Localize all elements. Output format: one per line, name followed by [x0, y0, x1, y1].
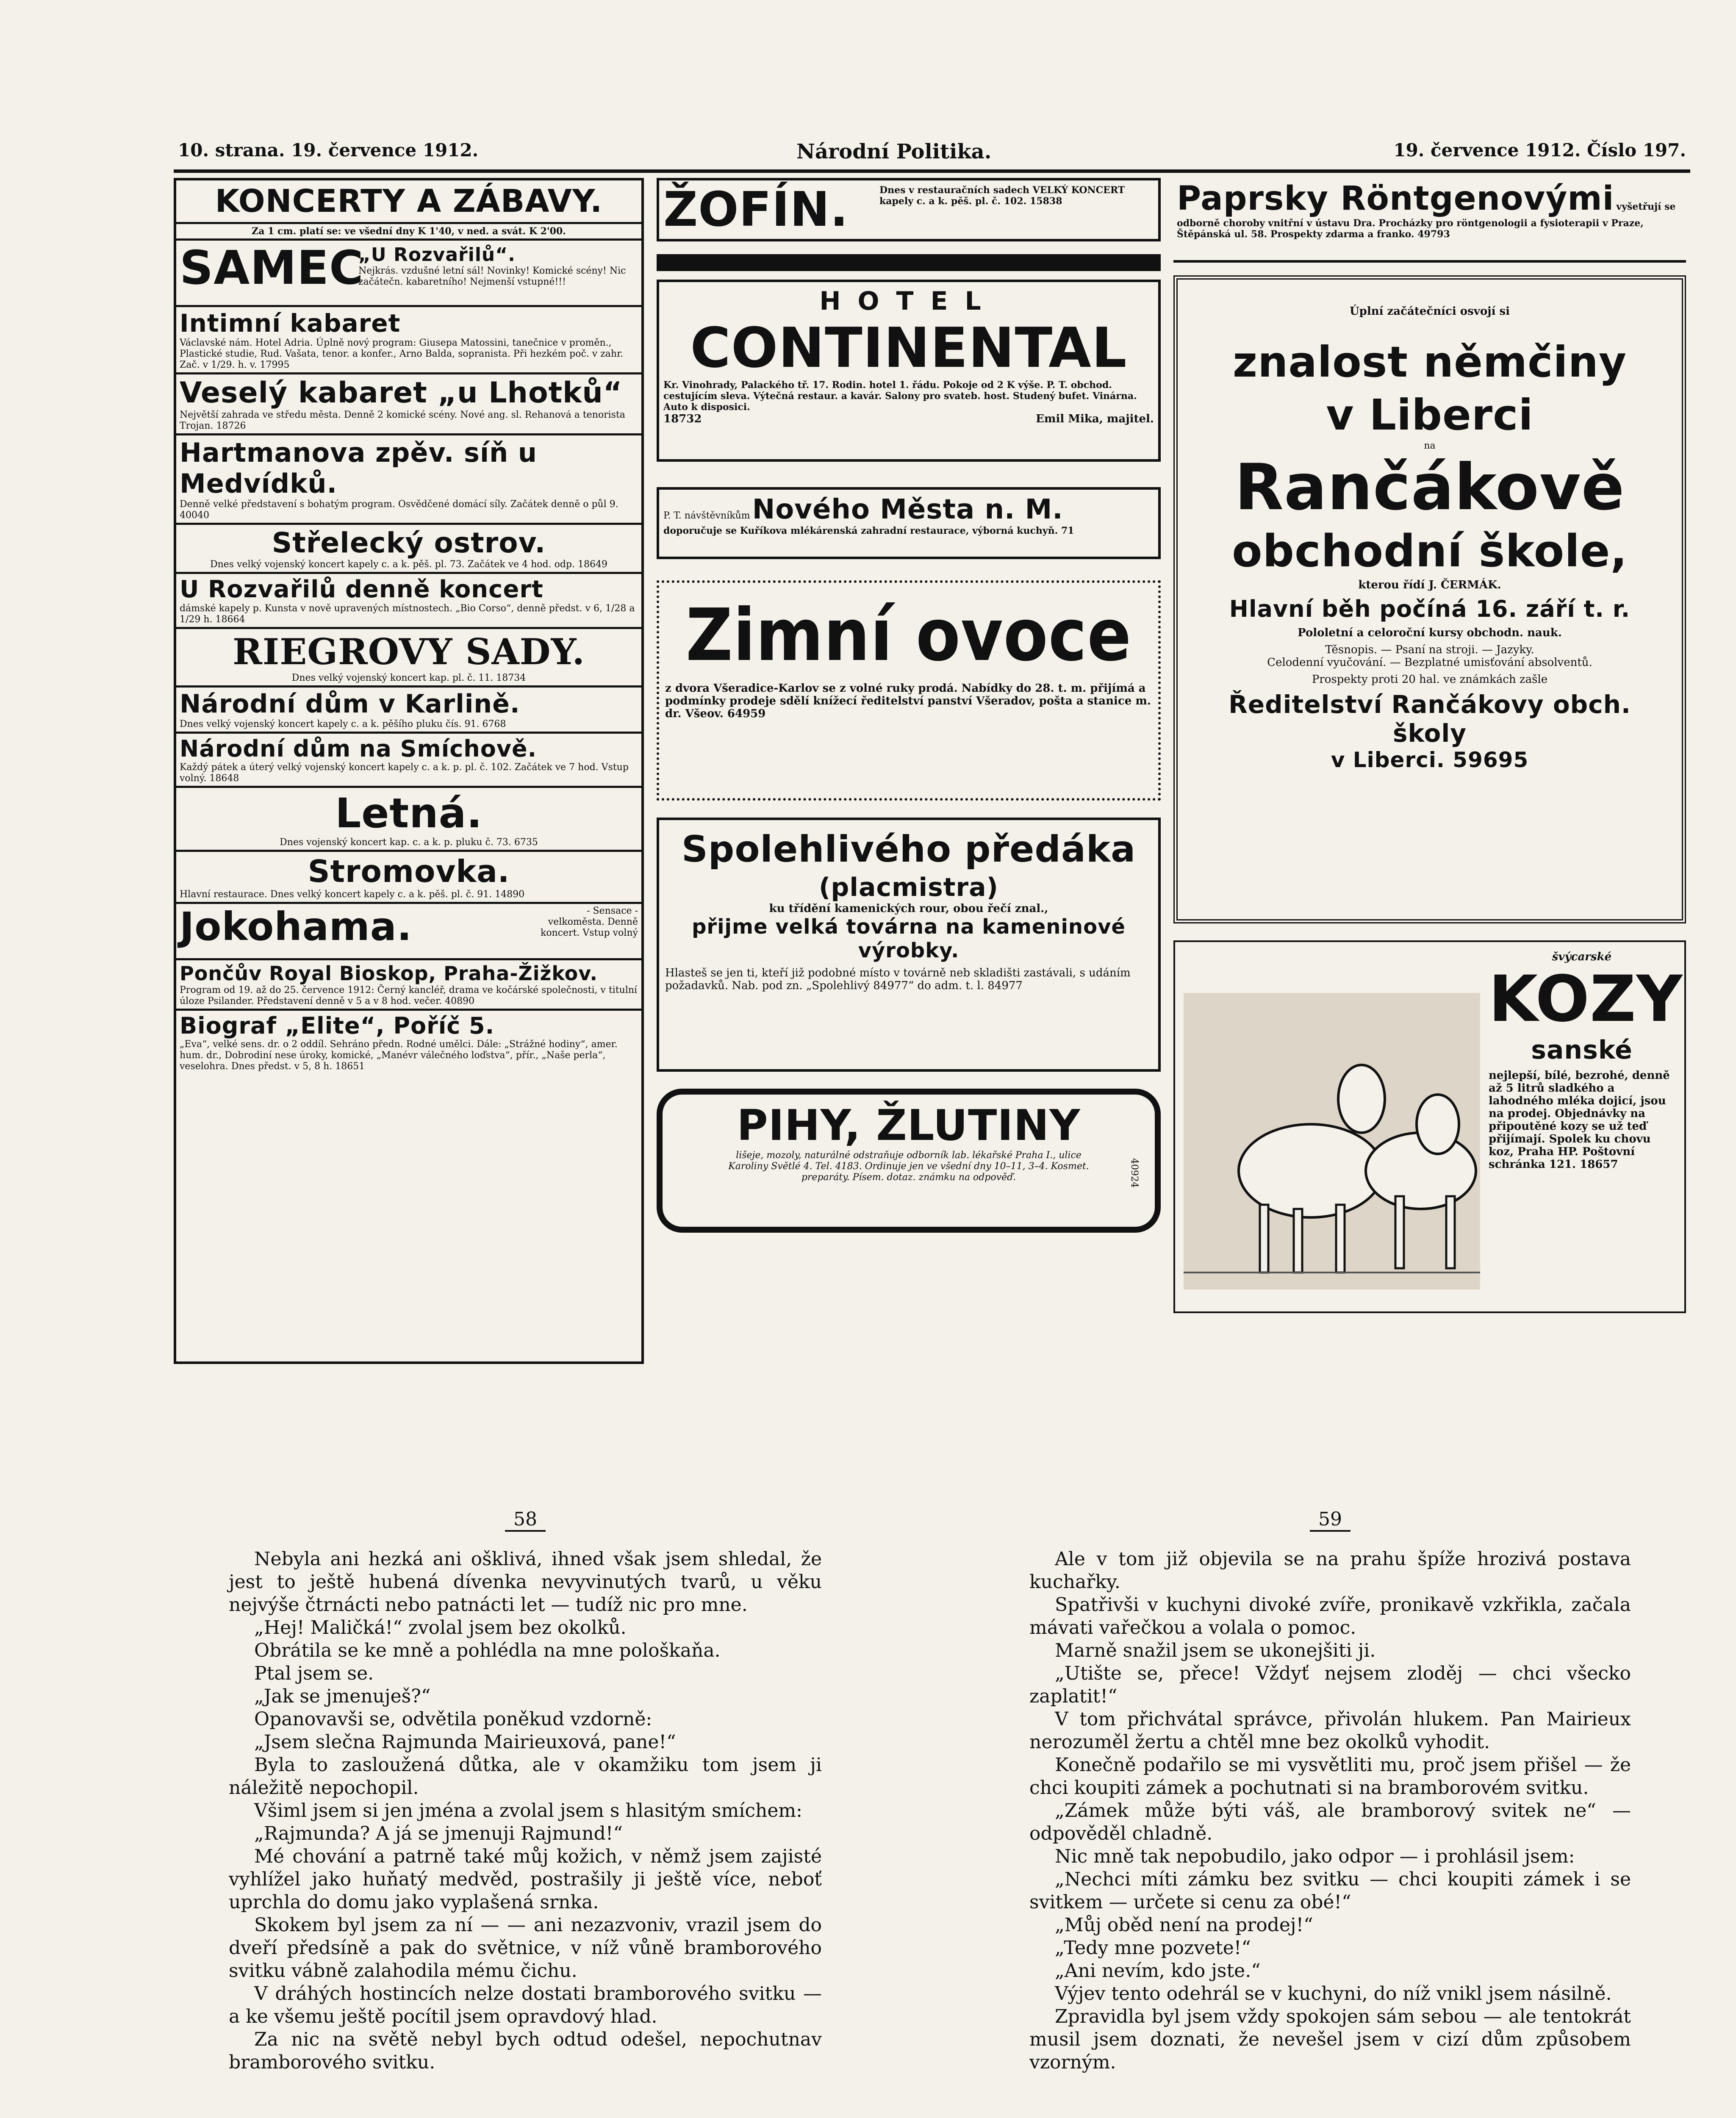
- kozy-sub: sanské: [1531, 1035, 1633, 1065]
- divider-bar: [657, 254, 1161, 271]
- paragraph: „Nechci míti zámku bez svitku — chci koupiti zámek i se svitkem — určete si cenu za obé!“: [1029, 1868, 1631, 1913]
- celodenni: Celodenní vyučování. — Bezplatné umisťování absolventů.: [1267, 656, 1592, 669]
- hotel-text: Kr. Vinohrady, Palackého tř. 17. Rodin. hotel 1. řádu. Pokoje od 2 K výše. P. T. obchod. cestujícím sleva. Výtečná restaur. a kavár. Salony pro svateb. host. Studený bufet. Vinárna. Auto k disposici.: [663, 380, 1137, 413]
- letna-title: Letná.: [335, 790, 483, 837]
- paragraph: V tom přichvátal správce, přivolán hlukem. Pan Mairieux nerozuměl žertu a chtěl mne bez okolků vyhodit.: [1029, 1708, 1631, 1753]
- paragraph: „Tedy mne pozvete!“: [1055, 1937, 1251, 1959]
- jokohama-title: Jokohama.: [180, 904, 412, 949]
- page-header: [178, 140, 1686, 165]
- ad-hotel-continental: [657, 280, 1161, 462]
- zofin-text: Dnes v restauračních sadech VELKÝ KONCERT kapely c. a k. pěš. pl. č. 102. 15838: [879, 185, 1125, 207]
- paragraph: Nebyla ani hezká ani ošklivá, ihned však jsem shledal, že jest to ještě hubená dívenka nevyvinutých tvarů, u věku nejvýše čtrnácti nebo patnácti let — tudíž nic pro mne.: [229, 1548, 822, 1616]
- book-text-right: [1029, 1548, 1631, 2074]
- smichov-title: Národní dům na Smíchově.: [180, 735, 537, 762]
- reditelstvi: Ředitelství Rančákovy obch. školy: [1229, 690, 1631, 748]
- hotel-owner: Emil Mika, majitel.: [1036, 413, 1154, 425]
- riegrovy-text: Dnes velký vojenský koncert kap. pl. č. 11. 18734: [291, 673, 526, 683]
- strelecky-title: Střelecký ostrov.: [272, 527, 546, 559]
- rancak1: Rančákově: [1234, 451, 1625, 524]
- ad-hartman: [176, 435, 641, 525]
- ad-rancak-school: [1173, 275, 1686, 923]
- hotel-num: 18732: [663, 413, 702, 425]
- ad-strelecky: [176, 525, 641, 574]
- rancak2: obchodní škole,: [1232, 525, 1628, 577]
- paragraph: „Můj oběd není na prodej!“: [1055, 1914, 1313, 1936]
- znalost1: znalost němčiny: [1232, 337, 1627, 387]
- hartman-title: Hartmanova zpěv. síň u Medvídků.: [180, 437, 537, 499]
- paragraph: V dráhých hostincích nelze dostati bramborového svitku — a ke všemu ještě pocítil jsem opravdový hlad.: [229, 1983, 822, 2027]
- column-middle: [657, 178, 1161, 1364]
- paragraph: „Hej! Maličká!“ zvolal jsem bez okolků.: [254, 1617, 627, 1638]
- stromovka-text: Hlavní restaurace. Dnes velký koncert kapely c. a k. pěš. pl. č. 91. 14890: [180, 889, 525, 900]
- paragraph: „Rajmunda? A já se jmenuji Rajmund!“: [254, 1823, 623, 1844]
- karlin-title: Národní dům v Karlině.: [180, 689, 520, 719]
- lhotka-title: Veselý kabaret „u Lhotků“: [180, 376, 623, 410]
- book-page-right: [1029, 1508, 1631, 2074]
- rozvarilu-title: U Rozvařilů denně koncert: [180, 576, 544, 603]
- znalost2: v Liberci: [1326, 390, 1534, 440]
- ad-biograf: [176, 1011, 641, 1074]
- ad-riegrovy: [176, 629, 641, 688]
- page-number-right: [1029, 1508, 1631, 1531]
- paragraph: Spatřivši v kuchyni divoké zvíře, pronikavě vzkřikla, začala mávati vařečkou a volala o pomoc.: [1029, 1594, 1631, 1638]
- riegrovy-title: RIEGROVY SADY.: [233, 631, 585, 673]
- ad-jokohama: [176, 904, 641, 960]
- header-rule: [174, 169, 1690, 173]
- zofin-title: ŽOFÍN.: [663, 182, 849, 237]
- kozy-title: KOZY: [1489, 962, 1683, 1036]
- kozy-text-block: [1489, 951, 1683, 1171]
- letna-text: Dnes vojenský koncert kap. c. a k. p. pluku č. 73. 6735: [280, 837, 538, 848]
- ad-samec: [176, 241, 641, 307]
- hotel-label: HOTEL: [819, 286, 998, 316]
- paprsky-text: vyšetřují se odborně choroby vnitřní v ústavu Dra. Procházky pro röntgenologii a fysioterapii v Praze, Štěpánská ul. 58. Prospekty zdarma a franko. 49793: [1177, 201, 1676, 240]
- column-right: [1173, 178, 1686, 1364]
- paragraph: „Ani nevím, kdo jste.“: [1055, 1960, 1261, 1982]
- zimni-title: Zimní ovoce: [685, 593, 1132, 677]
- hartman-text: Denně velké představení s bohatým program. Osvědčené domácí síly. Začátek denně o půl 9. 40040: [180, 499, 618, 521]
- section-title: KONCERTY A ZÁBAVY.: [176, 180, 641, 224]
- paragraph: Za nic na světě nebyl bych odtud odešel, nepochutnav bramborového svitku.: [229, 2029, 822, 2073]
- beh: Hlavní běh počíná 16. září t. r.: [1229, 596, 1631, 622]
- page-num-59: 59: [1310, 1508, 1351, 1532]
- samec-text: Nejkrás. vzdušné letní sál! Novinky! Komické scény! Nic začátečn. kabaretního! Nejmenší vstupné!!!: [358, 266, 626, 287]
- ad-karlin: [176, 688, 641, 734]
- header-left: 10. strana. 19. července 1912.: [178, 140, 479, 161]
- pihy-num: 40924: [1129, 1158, 1140, 1188]
- ad-stromovka: [176, 852, 641, 904]
- rozvarilu-text: dámské kapely p. Kunsta v nově upravených místnostech. „Bio Corso“, denně předst. v 6, 1/28 a 1/29 h. 18664: [180, 603, 635, 625]
- hotel-title: CONTINENTAL: [690, 316, 1127, 380]
- intim-title: Intimní kabaret: [180, 309, 401, 338]
- biograf-text: „Eva“, velké sens. dr. o 2 oddíl. Sehráno předn. Rodné umělci. Dále: „Strážné hodiny“, amer. hum. dr., Dobrodiní nese úroky, komické, „Manévr válečného loďstva“, přír., „Naše perla“, veselohra. Dnes předst. v 5, 8 h. 18651: [180, 1039, 618, 1072]
- smichov-text: Každý pátek a úterý velký vojenský koncert kapely c. a k. p. pl. č. 102. Začátek ve 7 hod. Vstup volný. 18648: [180, 762, 629, 784]
- paragraph: Mé chování a patrně také můj kožich, v němž jsem zajisté vyhlížel jako huňatý medvěd, postrašily ji ještě více, neboť uprchla do domu jako vyplašená srnka.: [229, 1846, 822, 1913]
- paragraph: Marně snažil jsem se ukonejšiti ji.: [1055, 1640, 1376, 1661]
- mesto-title: Nového Města n. M.: [752, 494, 1063, 525]
- biograf-title: Biograf „Elite“, Poříč 5.: [180, 1012, 495, 1039]
- paragraph: „Jsem slečna Rajmunda Mairieuxová, pane!“: [254, 1731, 676, 1753]
- ad-poncuv: [176, 960, 641, 1011]
- predak-sub: (placmistra): [819, 873, 998, 902]
- ad-paprsky: [1173, 178, 1686, 263]
- price-note: Za 1 cm. platí se: ve všední dny K 1'40, v ned. a svát. K 2'00.: [176, 224, 641, 241]
- uplni: Úplní začátečníci osvojí si: [1349, 305, 1510, 318]
- na: na: [1424, 441, 1436, 451]
- karlin-text: Dnes velký vojenský koncert kapely c. a k. pěšího pluku čís. 91. 6768: [180, 719, 506, 729]
- liberci: v Liberci. 59695: [1331, 748, 1529, 772]
- paragraph: Ptal jsem se.: [254, 1663, 374, 1684]
- paragraph: Nic mně tak nepobudilo, jako odpor — i prohlásil jsem:: [1055, 1846, 1575, 1867]
- samec-name: SAMEC: [180, 241, 364, 295]
- samec-sub: „U Rozvařilů“.: [358, 244, 516, 266]
- ad-intimni: [176, 307, 641, 374]
- ad-smichov: [176, 734, 641, 788]
- ad-zimni-ovoce: [657, 580, 1161, 801]
- mesto-pt: P. T. návštěvníkům: [663, 510, 750, 521]
- predak-line1: ku třídění kamenických rour, obou řečí znal.,: [769, 902, 1048, 915]
- stromovka-title: Stromovka.: [308, 854, 510, 889]
- lhotka-text: Největší zahrada ve středu města. Denně 2 komické scény. Nové ang. sl. Rehanová a tenorista Trojan. 18726: [180, 410, 625, 431]
- ad-lhotka: [176, 374, 641, 435]
- ad-letna: [176, 788, 641, 852]
- poncuv-text: Program od 19. až do 25. července 1912: Černý kancléř, drama ve kočárské společnosti, v titulní úloze Psilander. Představení denně v 5 a v 8 hod. večer. 40890: [180, 985, 638, 1006]
- page-num-58: 58: [505, 1508, 546, 1532]
- paragraph: Konečně podařilo se mi vysvětliti mu, proč jsem přišel — že chci koupiti zámek a pochutnati si na bramborovém svitku.: [1029, 1754, 1631, 1799]
- zimni-text: z dvora Všeradice-Karlov se z volné ruky prodá. Nabídky do 28. t. m. přijímá a podmínky prodeje sdělí knížecí ředitelství panství Všeradov, pošta a stanice m. dr. Všeov. 64959: [665, 682, 1151, 720]
- page-number-left: [229, 1508, 822, 1531]
- ridi: kterou řídí J. ČERMÁK.: [1358, 579, 1501, 591]
- ad-predak: [657, 818, 1161, 1072]
- book-text-left: [229, 1548, 822, 2074]
- paragraph: „Utište se, přece! Vždyť nejsem zloděj — chci všecko zaplatit!“: [1029, 1663, 1631, 1707]
- paragraph: Ale v tom již objevila se na prahu špíže hrozivá postava kuchařky.: [1029, 1548, 1631, 1593]
- paragraph: Byla to zasloužená důtka, ale v okamžiku tom jsem ji náležitě nepochopil.: [229, 1754, 822, 1799]
- prospekty: Prospekty proti 20 hal. ve známkách zašle: [1312, 673, 1548, 686]
- jokohama-side: - Sensace - velkoměsta. Denně koncert. Vstup volný: [540, 906, 638, 938]
- ad-zofin: [657, 178, 1161, 241]
- predak-text: Hlasteš se jen ti, kteří již podobné místo v továrně neb skladišti zastávali, s udáním požadavků. Nab. pod zn. „Spolehlivý 84977“ do adm. t. l. 84977: [665, 967, 1131, 992]
- ad-kozy: [1173, 940, 1686, 1313]
- paragraph: Skokem byl jsem za ní — — ani nezazvoniv, vrazil jsem do dveří předsíně a pak do světnice, v níž vůně bramborového svitku vábně zalahodila mému čichu.: [229, 1914, 822, 1982]
- tesnopis: Těsnopis. — Psaní na stroji. — Jazyky.: [1325, 643, 1534, 656]
- book-page-left: [229, 1508, 822, 2074]
- pihy-text: lišeje, mozoly, naturálné odstraňuje odborník lab. lékařské Praha I., ulice Karoliny Světlé 4. Tel. 4183. Ordinuje jen ve všední dny 10–11, 3–4. Kosmet. preparáty. Písem. dotaz. známku na odpověď.: [728, 1150, 1089, 1183]
- masthead: Národní Politika.: [796, 140, 992, 164]
- column-concerts: [174, 178, 644, 1364]
- pihy-title: PIHY, ŽLUTINY: [737, 1101, 1081, 1150]
- paragraph: Zpravidla byl jsem vždy spokojen sám sebou — ale tentokrát musil jsem doznati, že nevešel jsem v cizí dům způsobem vzorným.: [1029, 2006, 1631, 2073]
- paprsky-title: Paprsky Röntgenovými: [1177, 180, 1614, 218]
- mesto-text: doporučuje se Kuříkova mlékárenská zahradní restaurace, výborná kuchyň. 71: [663, 525, 1074, 536]
- kozy-pre: švýcarské: [1552, 951, 1612, 963]
- ad-nove-mesto: [657, 487, 1161, 559]
- predak-title: Spolehlivého předáka: [681, 828, 1136, 870]
- paragraph: „Zámek může býti váš, ale bramborový svitek ne“ — odpověděl chladně.: [1029, 1800, 1631, 1844]
- ad-pihy: [657, 1089, 1161, 1233]
- kozy-text: nejlepší, bílé, bezrohé, denně až 5 litrů sladkého a lahodného mléka dojicí, jsou na prodej. Objednávky na připoutěné kozy se už teď přijímají. Spolek ku chovu koz, Praha HP. Poštovní schránka 121. 18657: [1489, 1069, 1670, 1171]
- paragraph: Opanovavši se, odvětila poněkud vzdorně:: [254, 1708, 652, 1730]
- kursy: Pololetní a celoroční kursy obchodn. nauk.: [1298, 627, 1562, 639]
- intim-text: Václavské nám. Hotel Adria. Úplně nový program: Giusepa Matossini, tanečnice v proměn., Plastické studie, Rud. Vašata, tenor. a konfer., Arno Balda, sopranista. Při hezkém poč. v zahr. Zač. v 1/29. h. v. 17995: [180, 338, 624, 370]
- strelecky-text: Dnes velký vojenský koncert kapely c. a k. pěš. pl. 73. Začátek ve 4 hod. odp. 18649: [210, 559, 608, 570]
- goats-illustration: [1184, 993, 1480, 1289]
- header-right: 19. července 1912. Číslo 197.: [1393, 140, 1686, 161]
- paragraph: Všiml jsem si jen jména a zvolal jsem s hlasitým smíchem:: [254, 1800, 802, 1821]
- ad-rozvarilu: [176, 574, 641, 629]
- paragraph: Obrátila se ke mně a pohlédla na mne pološkaňa.: [254, 1640, 721, 1661]
- poncuv-title: Pončův Royal Bioskop, Praha-Žižkov.: [180, 962, 598, 985]
- paragraph: „Jak se jmenuješ?“: [254, 1686, 431, 1707]
- paragraph: Výjev tento odehrál se v kuchyni, do níž vnikl jsem násilně.: [1055, 1983, 1612, 2004]
- predak-line2: přijme velká továrna na kameninové výrobky.: [692, 915, 1126, 962]
